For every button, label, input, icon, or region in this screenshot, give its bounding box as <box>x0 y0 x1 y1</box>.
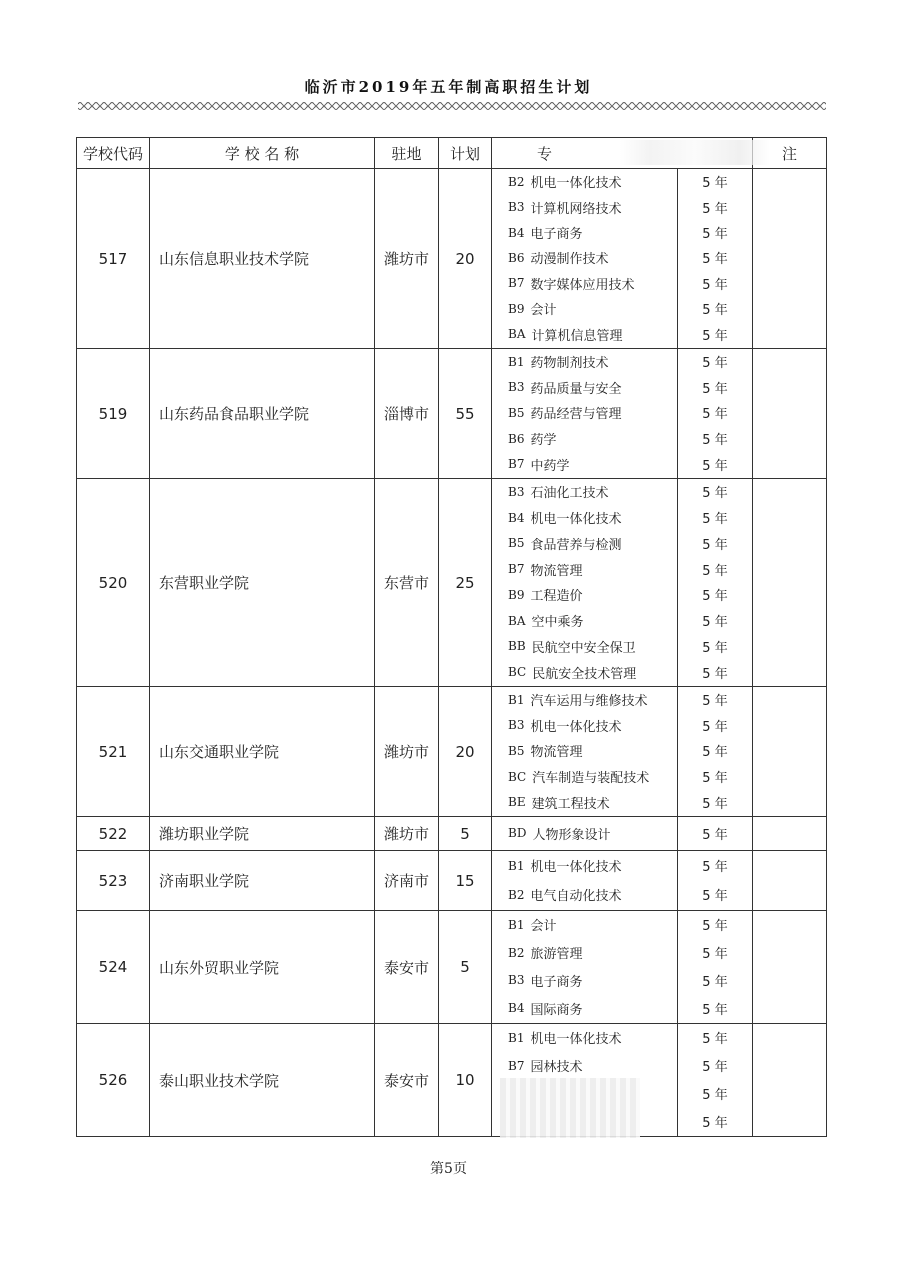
major-name: 人物形象设计 <box>532 827 611 843</box>
location-cell: 泰安市 <box>375 911 439 1024</box>
major-code: B5 <box>508 743 525 758</box>
major-duration: 5 年 <box>702 227 728 243</box>
plan-count-cell: 20 <box>439 687 492 817</box>
major-code: B9 <box>508 301 525 316</box>
major-duration: 5 年 <box>702 1032 728 1048</box>
remark-cell <box>753 851 827 911</box>
header-plan: 计划 <box>439 138 492 169</box>
major-item <box>492 271 677 296</box>
major-name: 电子商务 <box>530 974 583 990</box>
location-cell: 淄博市 <box>375 349 439 479</box>
major-code: B7 <box>508 276 525 291</box>
major-item <box>492 296 677 321</box>
major-duration: 5 年 <box>702 947 728 963</box>
major-item <box>492 479 677 505</box>
major-name: 汽车运用与维修技术 <box>530 694 648 710</box>
school-code-cell: 519 <box>77 349 150 479</box>
major-name: 计算机信息管理 <box>531 328 623 344</box>
major-item <box>492 375 677 401</box>
major-code: BC <box>508 665 527 680</box>
major-item <box>492 426 677 452</box>
major-item <box>492 505 677 531</box>
school-code-cell: 522 <box>77 817 150 851</box>
major-item <box>492 1052 677 1080</box>
major-duration: 5 年 <box>702 796 728 812</box>
major-code: B1 <box>508 1030 525 1045</box>
major-duration: 5 年 <box>702 719 728 735</box>
major-code: B3 <box>508 973 525 988</box>
major-duration: 5 年 <box>702 615 728 631</box>
major-item <box>492 851 677 880</box>
major-duration: 5 年 <box>702 407 728 423</box>
duration-list-cell <box>678 851 753 911</box>
major-code: BC <box>508 769 527 784</box>
major-name: 旅游管理 <box>530 947 583 963</box>
remark-cell <box>753 687 827 817</box>
school-name-cell: 济南职业学院 <box>150 851 375 911</box>
school-code-cell: 523 <box>77 851 150 911</box>
major-code: B3 <box>508 484 525 499</box>
major-item <box>492 220 677 245</box>
location-cell: 潍坊市 <box>375 169 439 349</box>
major-name: 电气自动化技术 <box>530 889 622 904</box>
major-code: B4 <box>508 510 525 525</box>
major-name: 机电一体化技术 <box>530 512 622 528</box>
table-row <box>77 479 827 687</box>
major-duration: 5 年 <box>702 512 728 528</box>
duration-list-cell <box>678 349 753 479</box>
major-code: B2 <box>508 945 525 960</box>
major-duration: 5 年 <box>702 694 728 710</box>
major-item <box>492 169 677 194</box>
table-row <box>77 817 827 851</box>
major-name: 物流管理 <box>530 745 583 761</box>
major-item <box>492 764 677 790</box>
major-item <box>492 400 677 426</box>
major-code: BA <box>508 327 526 342</box>
major-duration: 5 年 <box>702 1087 728 1103</box>
table-row <box>77 349 827 479</box>
major-duration: 5 年 <box>702 537 728 553</box>
major-name: 中药学 <box>530 458 570 474</box>
major-duration: 5 年 <box>702 771 728 787</box>
major-name: 动漫制作技术 <box>530 252 609 268</box>
major-duration: 5 年 <box>702 1060 728 1076</box>
remark-cell <box>753 817 827 851</box>
school-name-cell: 泰山职业技术学院 <box>150 1024 375 1137</box>
major-duration: 5 年 <box>702 745 728 761</box>
page-number: 第5页 <box>430 1161 467 1177</box>
major-duration: 5 年 <box>702 974 728 990</box>
remark-cell <box>753 911 827 1024</box>
school-name-cell: 山东信息职业技术学院 <box>150 169 375 349</box>
major-list-cell <box>492 817 678 851</box>
plan-count-cell: 10 <box>439 1024 492 1137</box>
major-code: B1 <box>508 692 525 707</box>
major-code: B3 <box>508 718 525 733</box>
major-code: B7 <box>508 562 525 577</box>
header-location: 驻地 <box>375 138 439 169</box>
major-name: 会计 <box>530 919 557 935</box>
header-remark: 注 <box>753 138 827 169</box>
major-code: BE <box>508 795 526 810</box>
school-code-cell: 520 <box>77 479 150 687</box>
major-name: 机电一体化技术 <box>530 1032 622 1048</box>
major-code: B3 <box>508 200 525 215</box>
school-code-cell: 517 <box>77 169 150 349</box>
remark-cell <box>753 479 827 687</box>
major-code: B1 <box>508 917 525 932</box>
duration-list-cell <box>678 169 753 349</box>
major-code: BA <box>508 613 526 628</box>
major-duration: 5 年 <box>702 860 728 875</box>
major-duration: 5 年 <box>702 666 728 682</box>
plan-count-cell: 15 <box>439 851 492 911</box>
major-name: 空中乘务 <box>531 615 584 631</box>
major-name: 机电一体化技术 <box>530 176 622 192</box>
duration-list-cell <box>678 479 753 687</box>
major-name: 会计 <box>530 303 557 319</box>
major-list-cell <box>492 851 678 911</box>
table-row <box>77 851 827 911</box>
remark-cell <box>753 1024 827 1137</box>
obscured-content-region <box>500 1078 640 1138</box>
major-name: 食品营养与检测 <box>530 537 622 553</box>
major-item <box>492 349 677 375</box>
major-name: 园林技术 <box>530 1060 583 1076</box>
major-item <box>492 967 677 995</box>
major-duration: 5 年 <box>702 201 728 217</box>
major-name: 工程造价 <box>530 589 583 605</box>
location-cell: 潍坊市 <box>375 817 439 851</box>
major-name: 机电一体化技术 <box>530 860 622 875</box>
remark-cell <box>753 349 827 479</box>
major-duration: 5 年 <box>702 1002 728 1018</box>
major-duration: 5 年 <box>702 433 728 449</box>
major-item <box>492 738 677 764</box>
major-name: 计算机网络技术 <box>530 201 622 217</box>
header-school-name: 学 校 名 称 <box>150 138 375 169</box>
school-code-cell: 526 <box>77 1024 150 1137</box>
major-duration: 5 年 <box>702 486 728 502</box>
major-name: 国际商务 <box>530 1002 583 1018</box>
obscured-header-region <box>620 140 770 165</box>
major-name: 机电一体化技术 <box>530 719 622 735</box>
major-list-cell <box>492 479 678 687</box>
major-code: B6 <box>508 250 525 265</box>
major-name: 民航空中安全保卫 <box>531 640 636 656</box>
major-name: 药品质量与安全 <box>530 381 622 397</box>
location-cell: 泰安市 <box>375 1024 439 1137</box>
major-item <box>492 531 677 557</box>
major-name: 民航安全技术管理 <box>532 666 637 682</box>
duration-list-cell <box>678 817 753 851</box>
major-duration: 5 年 <box>702 277 728 293</box>
location-cell: 济南市 <box>375 851 439 911</box>
major-code: B5 <box>508 536 525 551</box>
major-code: B2 <box>508 887 525 902</box>
major-item <box>492 817 677 849</box>
major-item <box>492 687 677 713</box>
table-row <box>77 911 827 1024</box>
major-name: 汽车制造与装配技术 <box>532 771 650 787</box>
school-name-cell: 东营职业学院 <box>150 479 375 687</box>
major-duration: 5 年 <box>702 889 728 904</box>
major-code: B3 <box>508 380 525 395</box>
duration-list-cell <box>678 1024 753 1137</box>
major-code: B6 <box>508 431 525 446</box>
header-school-code: 学校代码 <box>77 138 150 169</box>
table-row <box>77 1024 827 1137</box>
duration-list-cell <box>678 687 753 817</box>
major-name: 电子商务 <box>530 227 583 243</box>
decorative-wave-divider <box>78 101 826 111</box>
page-title: 临沂市2019年五年制高职招生计划 <box>304 78 593 96</box>
major-code: B5 <box>508 405 525 420</box>
major-item <box>492 789 677 815</box>
major-item <box>492 911 677 939</box>
major-item <box>492 194 677 219</box>
school-name-cell: 山东交通职业学院 <box>150 687 375 817</box>
major-item <box>492 322 677 347</box>
plan-count-cell: 55 <box>439 349 492 479</box>
school-name-cell: 山东药品食品职业学院 <box>150 349 375 479</box>
school-name-cell: 山东外贸职业学院 <box>150 911 375 1024</box>
major-list-cell <box>492 169 678 349</box>
major-item <box>492 939 677 967</box>
major-duration: 5 年 <box>702 827 728 843</box>
major-name: 药学 <box>530 433 557 449</box>
major-name: 数字媒体应用技术 <box>530 277 635 293</box>
major-item <box>492 582 677 608</box>
major-duration: 5 年 <box>702 563 728 579</box>
remark-cell <box>753 169 827 349</box>
major-code: B2 <box>508 174 525 189</box>
location-cell: 潍坊市 <box>375 687 439 817</box>
header-major: 专 <box>492 138 753 169</box>
major-item <box>492 713 677 739</box>
major-code: B7 <box>508 1058 525 1073</box>
plan-count-cell: 5 <box>439 817 492 851</box>
table-row <box>77 169 827 349</box>
major-item <box>492 880 677 909</box>
major-name: 物流管理 <box>530 563 583 579</box>
major-name: 石油化工技术 <box>530 486 609 502</box>
major-item <box>492 608 677 634</box>
major-item <box>492 1024 677 1052</box>
plan-count-cell: 5 <box>439 911 492 1024</box>
location-cell: 东营市 <box>375 479 439 687</box>
major-duration: 5 年 <box>702 328 728 344</box>
major-item <box>492 556 677 582</box>
major-duration: 5 年 <box>702 356 728 372</box>
school-name-cell: 潍坊职业学院 <box>150 817 375 851</box>
major-code: BD <box>508 826 527 840</box>
major-name: 药品经营与管理 <box>530 407 622 423</box>
plan-count-cell: 20 <box>439 169 492 349</box>
table-row <box>77 687 827 817</box>
major-code: B1 <box>508 354 525 369</box>
major-duration: 5 年 <box>702 640 728 656</box>
major-item <box>492 245 677 270</box>
major-item <box>492 659 677 685</box>
major-duration: 5 年 <box>702 381 728 397</box>
school-code-cell: 524 <box>77 911 150 1024</box>
major-duration: 5 年 <box>702 589 728 605</box>
major-name: 建筑工程技术 <box>531 796 610 812</box>
major-duration: 5 年 <box>702 1115 728 1131</box>
major-code: B9 <box>508 587 525 602</box>
major-code: B7 <box>508 457 525 472</box>
major-code: B4 <box>508 1001 525 1016</box>
major-duration: 5 年 <box>702 303 728 319</box>
major-code: B1 <box>508 858 525 873</box>
plan-count-cell: 25 <box>439 479 492 687</box>
major-name: 药物制剂技术 <box>530 356 609 372</box>
major-list-cell <box>492 349 678 479</box>
major-item <box>492 994 677 1022</box>
major-item <box>492 451 677 477</box>
major-duration: 5 年 <box>702 458 728 474</box>
major-duration: 5 年 <box>702 252 728 268</box>
major-duration: 5 年 <box>702 176 728 192</box>
enrollment-plan-table <box>76 137 827 1137</box>
school-code-cell: 521 <box>77 687 150 817</box>
major-list-cell <box>492 911 678 1024</box>
major-code: B4 <box>508 225 525 240</box>
major-duration: 5 年 <box>702 919 728 935</box>
major-list-cell <box>492 687 678 817</box>
duration-list-cell <box>678 911 753 1024</box>
major-item <box>492 634 677 660</box>
major-code: BB <box>508 639 526 654</box>
